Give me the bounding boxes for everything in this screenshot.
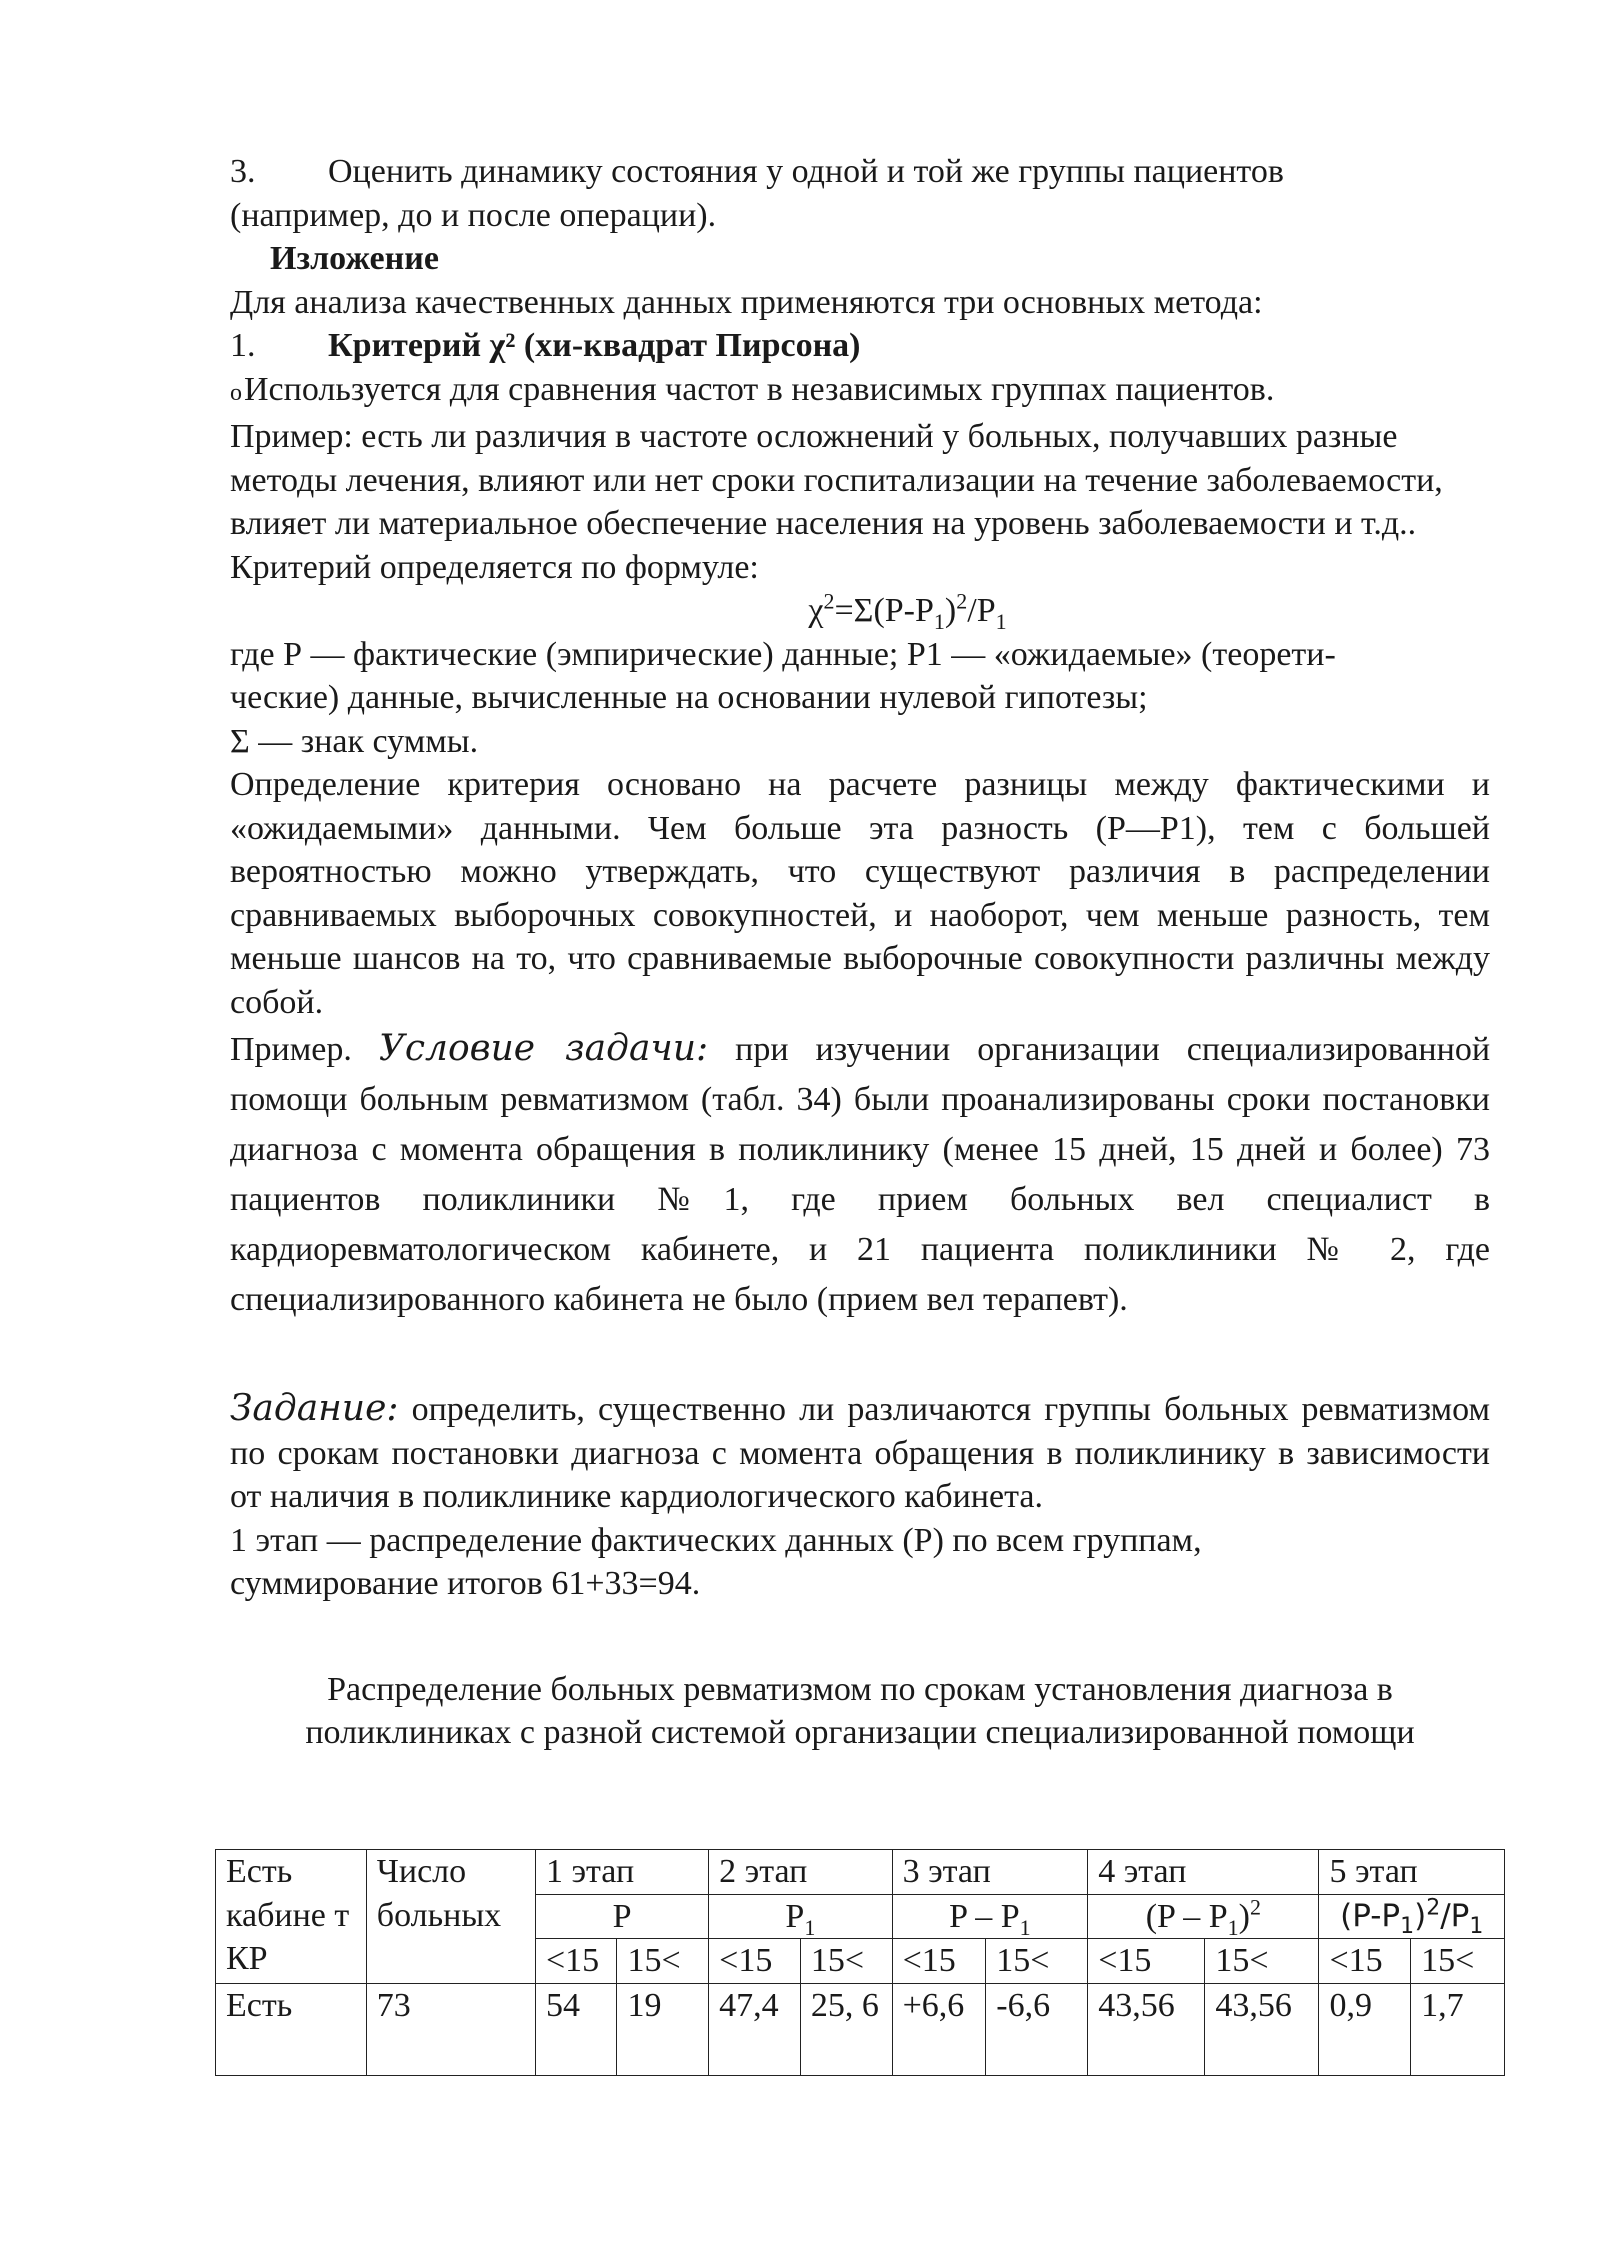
condition-label: Условие задачи: bbox=[378, 1028, 709, 1069]
threshold-lt: <15 bbox=[1319, 1939, 1411, 1984]
table-cell: 1,7 bbox=[1411, 1983, 1505, 2075]
header-stage-5: 5 этап bbox=[1319, 1850, 1505, 1895]
task-label: Задание: bbox=[230, 1388, 399, 1429]
document-page bbox=[230, 150, 1490, 1755]
stage1-line-1: 1 этап — распределение фактических данных (Р) по всем группам, bbox=[230, 1521, 1202, 1559]
threshold-gt: 15< bbox=[1411, 1939, 1505, 1984]
table-cell: 47,4 bbox=[709, 1983, 801, 2075]
definition-paragraph: Определение критерия основано на расчете разницы между фактическими и «ожидаемыми» данными. Чем больше эта разность (Р—Р1), тем с большей вероятностью можно утверждать, что существуют различия в распределении сравниваемых выборочных совокупностей, и наоборот, чем меньше разность, тем меньше шансов на то, что сравниваемые выборочные совокупности различны между собой. bbox=[230, 766, 1490, 1021]
item-number: 3. bbox=[230, 153, 256, 190]
threshold-lt: <15 bbox=[535, 1939, 617, 1984]
table-cell: 54 bbox=[535, 1983, 617, 2075]
method-1-heading bbox=[230, 324, 1490, 368]
bullet-text: Используется для сравнения частот в независимых группах пациентов. bbox=[244, 370, 1275, 408]
threshold-lt: <15 bbox=[892, 1939, 986, 1984]
table-cell: 19 bbox=[617, 1983, 709, 2075]
example-paragraph bbox=[230, 1024, 1490, 1325]
table-cell: 43,56 bbox=[1088, 1983, 1205, 2075]
stage1-line-2: суммирование итогов 61+33=94. bbox=[230, 1565, 701, 1602]
item-text-line2: (например, до и после операции). bbox=[230, 196, 717, 234]
where-line-2: ческие) данные, вычисленные на основании нулевой гипотезы; bbox=[230, 679, 1148, 716]
table-header-row bbox=[216, 1850, 1505, 1895]
table-row bbox=[216, 1983, 1505, 2075]
where-line-1: где Р — фактические (эмпирические) данные; Р1 — «ожидаемые» (теорети- bbox=[230, 635, 1336, 673]
bullet-mark: o bbox=[230, 379, 242, 406]
threshold-gt: 15< bbox=[617, 1939, 709, 1984]
subheader-squared: $(P - P_1)^2$ bbox=[1088, 1894, 1319, 1939]
sigma-line: Σ — знак суммы. bbox=[230, 722, 479, 760]
example-intro: Пример: есть ли различия в частоте осложнений у больных, получавших разные методы лечения, влияют или нет сроки госпитализации на течение заболеваемости, влияет ли материальное обеспечение населения на уровень заболеваемости и т.д.. bbox=[230, 418, 1443, 542]
subheader-p1: $P_1$ bbox=[709, 1894, 892, 1939]
subheader-difference: P – $P_1$ bbox=[892, 1894, 1088, 1939]
numbered-item-3 bbox=[230, 150, 1490, 194]
row-cabinet: Есть bbox=[216, 1983, 367, 2075]
threshold-gt: 15< bbox=[986, 1939, 1088, 1984]
formula-intro: Критерий определяется по формуле: bbox=[230, 548, 759, 586]
item-text-line1: Оценить динамику состояния у одной и той же группы пациентов bbox=[328, 153, 1284, 190]
bullet-item bbox=[230, 368, 1490, 416]
example-lead: Пример. bbox=[230, 1031, 352, 1068]
table-cell: +6,6 bbox=[892, 1983, 986, 2075]
header-stage-1: 1 этап bbox=[535, 1850, 708, 1895]
table-cell: 0,9 bbox=[1319, 1983, 1411, 2075]
table-cell: 43,56 bbox=[1205, 1983, 1319, 2075]
table-caption-line-2: поликлиниках с разной системой организации специализированной помощи bbox=[305, 1714, 1415, 1751]
method-title: Критерий χ² (хи-квадрат Пирсона) bbox=[328, 327, 861, 364]
task-paragraph bbox=[230, 1387, 1490, 1519]
task-text: определить, существенно ли различаются группы больных ревматизмом по срокам постановки диагноза с момента обращения в поликлинику в зависимости от наличия в поликлинике кардиологического кабинета. bbox=[230, 1391, 1490, 1515]
header-cabinet: Есть кабине т КР bbox=[216, 1850, 367, 1984]
data-table bbox=[215, 1849, 1505, 2076]
intro-paragraph: Для анализа качественных данных применяются три основных метода: bbox=[230, 283, 1263, 321]
header-stage-2: 2 этап bbox=[709, 1850, 892, 1895]
table-cell: 25, 6 bbox=[800, 1983, 892, 2075]
method-number: 1. bbox=[230, 327, 256, 364]
threshold-lt: <15 bbox=[1088, 1939, 1205, 1984]
table-caption-line-1: Распределение больных ревматизмом по срокам установления диагноза в bbox=[327, 1670, 1393, 1708]
subheader-ratio: $(P-P_1)^2/P_1$ bbox=[1319, 1894, 1505, 1939]
chi-square-formula: $\chi^2=\Sigma(P-P_1)^2/P_1$ bbox=[808, 588, 1007, 634]
condition-text: при изучении организации специализированной помощи больным ревматизмом (табл. 34) были проанализированы сроки постановки диагноза с момента обращения в поликлинику (менее 15 дней, 15 дней и более) 73 пациентов поликлиники №1, где прием больных вел специалист в кардиоревматологическом кабинете, и 21 пациента поликлиники № 2, где специализированного кабинета не было (прием вел терапевт). bbox=[230, 1031, 1491, 1318]
section-heading: Изложение bbox=[270, 240, 439, 277]
header-stage-4: 4 этап bbox=[1088, 1850, 1319, 1895]
row-count: 73 bbox=[366, 1983, 535, 2075]
table-cell: -6,6 bbox=[986, 1983, 1088, 2075]
header-stage-3: 3 этап bbox=[892, 1850, 1088, 1895]
threshold-gt: 15< bbox=[1205, 1939, 1319, 1984]
subheader-p: P bbox=[535, 1894, 708, 1939]
threshold-gt: 15< bbox=[800, 1939, 892, 1984]
header-count: Число больных bbox=[366, 1850, 535, 1984]
threshold-lt: <15 bbox=[709, 1939, 801, 1984]
